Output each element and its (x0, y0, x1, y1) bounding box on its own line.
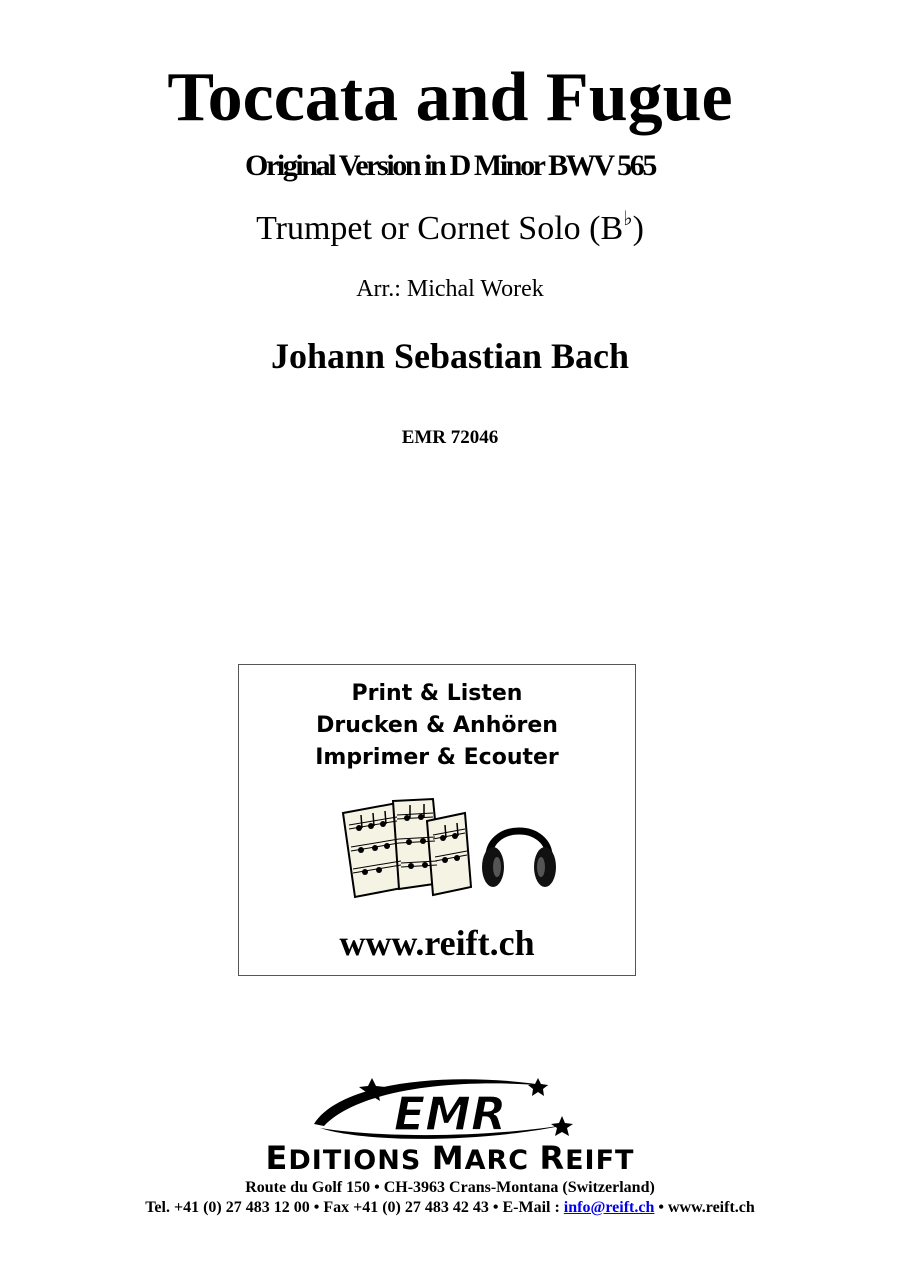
publisher-initial-e: E (265, 1139, 289, 1177)
emr-logo (300, 1072, 600, 1144)
composer: Johann Sebastian Bach (270, 336, 630, 376)
subtitle: Original Version in D Minor BWV 565 (245, 149, 655, 182)
flat-symbol: ♭ (623, 208, 633, 230)
publisher-contact (0, 1198, 900, 1218)
catalog-number: EMR 72046 (401, 427, 499, 448)
emr-logo-text: EMR (393, 1087, 507, 1141)
instrument-line (0, 208, 900, 250)
print-listen-box (238, 664, 636, 976)
instrument-text: Trumpet or Cornet Solo (B (256, 210, 624, 247)
contact-phone-fax: Tel. +41 (0) 27 483 12 00 • Fax +41 (0) 27 483 42 43 • E-Mail : (145, 1199, 564, 1216)
promo-line-french: Imprimer & Ecouter (315, 745, 559, 770)
headphones-icon (479, 803, 559, 895)
publisher-part-eift: EIFT (565, 1145, 635, 1176)
instrument-close: ) (632, 210, 644, 247)
contact-website: • www.reift.ch (654, 1199, 755, 1216)
publisher-initial-r: R (539, 1139, 566, 1177)
promo-website[interactable]: www.reift.ch (339, 923, 535, 963)
page-title: Toccata and Fugue (167, 59, 733, 136)
email-link[interactable]: info@reift.ch (563, 1199, 655, 1216)
promo-line-german: Drucken & Anhören (316, 713, 558, 738)
publisher-part-ditions: DITIONS (288, 1145, 432, 1176)
sheet-music-icon (335, 795, 475, 905)
publisher-address: Route du Golf 150 • CH-3963 Crans-Montana (Switzerland) (245, 1179, 655, 1196)
publisher-initial-m: M (431, 1139, 465, 1177)
arranger: Arr.: Michal Worek (356, 276, 544, 302)
publisher-name (0, 1139, 900, 1177)
publisher-part-arc: ARC (464, 1145, 540, 1176)
promo-line-english: Print & Listen (351, 681, 523, 706)
